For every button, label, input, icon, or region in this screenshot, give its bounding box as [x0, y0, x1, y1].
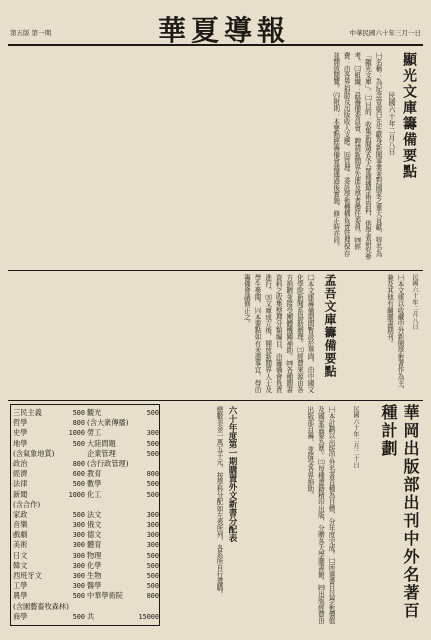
amount-cell: 500: [146, 561, 159, 570]
amount-cell: 300: [146, 541, 159, 550]
subject-cell: 化學: [87, 560, 102, 570]
table-column-right: [87, 408, 159, 622]
article-date: 民國六十年二月八日: [411, 274, 418, 330]
amount-cell: 300: [146, 429, 159, 438]
article-body-intro: ㈠本文庫以收藏中外新聞學術著作為主，兼及其他有關圖書期刊。: [385, 274, 404, 393]
subject-cell: 企業管理: [87, 448, 116, 458]
publication-date: 中華民國六十年三月一日: [349, 29, 421, 37]
amount-cell: 500: [72, 409, 85, 417]
subject-cell: 戲劇: [13, 530, 28, 540]
article-huagang-publishing: [8, 402, 423, 632]
table-row: [13, 561, 85, 571]
subject-cell: 中華學術院: [87, 591, 123, 601]
amount-cell: 500: [72, 510, 85, 519]
amount-cell: 500: [72, 612, 85, 621]
amount-cell: 300: [146, 510, 159, 519]
subject-cell: 數學: [87, 479, 102, 489]
amount-cell: 800: [72, 459, 85, 468]
subject-cell: 體育: [87, 540, 102, 550]
amount-cell: 300: [72, 582, 85, 591]
amount-cell: 500: [146, 449, 159, 458]
amount-cell: 300: [72, 531, 85, 540]
subject-cell: 觀光: [87, 408, 102, 417]
table-row: [87, 540, 159, 550]
subject-cell: (含大衆傳播): [87, 418, 129, 428]
table-row: [87, 449, 159, 459]
table-row: [87, 418, 159, 428]
subject-cell: 西班牙文: [13, 571, 42, 580]
table-row: [13, 428, 85, 438]
table-row: [13, 449, 85, 459]
table-row: [87, 612, 159, 622]
table-row: [87, 439, 159, 449]
table-row: [87, 561, 159, 571]
subject-cell: 韓文: [13, 560, 28, 570]
table-row: [87, 500, 159, 510]
amount-cell: 1000: [68, 429, 85, 438]
amount-cell: 300: [146, 521, 159, 530]
subject-cell: 經濟: [13, 469, 28, 479]
article-body: ㈠名稱：為紀念曾虛白先生獻身新聞事業並對國家之重大貢獻，特名為「顯光文庫」。㈡目的：收集新聞學及大眾傳播學術資料，供學者研究參考。㈢組織：設籌備委員會，聘請新聞界先進及學者擔任委員。㈣經費：由各界捐助及出版收入支應。㈤管理：委託學術機構負責管理保存並開放閱覽。㈥附則：本要點經籌備會議通過後實施，修正時亦同。: [331, 52, 382, 260]
table-row: [13, 439, 85, 449]
amount-cell: 300: [72, 551, 85, 560]
subject-cell: 醫學: [87, 581, 102, 591]
budget-note: 總數美金一萬五千元，按學科分配如左表所列，各系所自行選購。: [215, 406, 223, 598]
table-row: [87, 469, 159, 479]
amount-cell: 500: [146, 439, 159, 448]
table-row: [87, 581, 159, 591]
page-issue-info: [10, 28, 51, 37]
article-date: 民國六十年二月八日: [388, 92, 396, 155]
subject-cell: 音樂: [13, 520, 28, 530]
subject-cell: 化工: [87, 489, 102, 499]
amount-cell: 800: [146, 592, 159, 601]
amount-cell: 300: [146, 531, 159, 540]
table-row: [87, 510, 159, 520]
subject-cell: 大陸問題: [87, 438, 116, 448]
article-title: 華岡出版部出刊中外名著百種計劃: [379, 404, 420, 620]
subject-cell: 德文: [87, 530, 102, 540]
table-row: [87, 591, 159, 601]
subject-cell: 工學: [13, 581, 28, 591]
amount-cell: 300: [72, 541, 85, 550]
table-row: [13, 479, 85, 489]
article-date: 民國六十年二月二十日: [352, 406, 359, 468]
table-row: [13, 602, 85, 612]
table-row: [87, 459, 159, 469]
budget-table-title: 六十年度第一期購置外文新書分配表: [227, 406, 237, 542]
article-mengwu-library: [8, 272, 423, 401]
subject-cell: 史學: [13, 428, 28, 438]
article-body: ㈡本文庫籌備期間暫設於華岡，由中國文化學院新聞系協助辦理。㈢經費來源由各方捐贈並接受團體機關補助。㈣各種圖書資料之收集整理分類編目，由籌備會負責進行。㈤文庫成立後，開放新聞界人士及學生參閱。㈥本要點如有未盡事宜，得由籌備會議修正之。: [242, 274, 314, 393]
amount-cell: 800: [72, 419, 85, 428]
article-title: 顯光文庫籌備要點: [401, 52, 417, 180]
amount-cell: 500: [72, 592, 85, 601]
table-row: [87, 571, 159, 581]
table-row: [13, 500, 85, 510]
subject-cell: 美術: [13, 540, 28, 550]
table-row: [87, 520, 159, 530]
table-row: [13, 591, 85, 601]
table-row: [87, 530, 159, 540]
subject-cell: 商學: [13, 611, 28, 621]
article-title: 孟吾文庫籌備要點: [323, 274, 337, 378]
page-number: 第五版: [10, 29, 30, 37]
table-row: [13, 520, 85, 530]
subject-cell: (含氣象地質): [13, 448, 55, 458]
subject-cell: 法律: [13, 479, 28, 489]
subject-cell: 共: [87, 611, 95, 621]
table-row: [87, 551, 159, 561]
article-xianguang-library: [8, 48, 423, 271]
subject-cell: 日文: [13, 550, 28, 560]
amount-cell: 300: [72, 521, 85, 530]
table-row: [13, 530, 85, 540]
amount-cell: 1000: [68, 490, 85, 499]
amount-cell: 300: [72, 561, 85, 570]
subject-cell: 家政: [13, 509, 28, 519]
subject-cell: 農學: [13, 591, 28, 601]
amount-cell: 800: [146, 470, 159, 479]
table-row: [13, 459, 85, 469]
subject-cell: 物理: [87, 550, 102, 560]
amount-cell: 500: [146, 409, 159, 417]
subject-cell: 政治: [13, 458, 28, 468]
table-row: [13, 571, 85, 581]
table-column-left: [13, 408, 85, 622]
subject-cell: (含合作): [13, 499, 41, 509]
table-row: [87, 490, 159, 500]
amount-cell: 500: [146, 551, 159, 560]
table-row: [13, 490, 85, 500]
subject-cell: 哲學: [13, 418, 28, 428]
subject-cell: (含行政管理): [87, 458, 129, 468]
newspaper-title: 華夏導報: [158, 14, 291, 47]
subject-cell: 俄文: [87, 520, 102, 530]
article-body: ㈠本計劃以出版中外名著百種為目標，分年度完成。㈡所選書目以學術價值及國家需要為準。㈢每種書籍精印出版，分贈各大學圖書館。㈣出版經費由出版部自籌，並接受各界捐助。: [305, 406, 335, 624]
amount-cell: 500: [146, 582, 159, 591]
subject-cell: (含園藝畜牧森林): [13, 601, 69, 611]
subject-cell: 生物: [87, 571, 102, 580]
amount-cell: 500: [146, 490, 159, 499]
subject-cell: 教育: [87, 469, 102, 479]
table-row: [13, 540, 85, 550]
table-row: [87, 428, 159, 438]
subject-cell: 法文: [87, 509, 102, 519]
subject-cell: 三民主義: [13, 408, 42, 417]
subject-cell: 勞工: [87, 428, 102, 438]
amount-cell: 500: [72, 439, 85, 448]
table-row: [13, 612, 85, 622]
table-row: [13, 551, 85, 561]
subject-cell: 新聞: [13, 489, 28, 499]
subject-cell: 地學: [13, 438, 28, 448]
amount-cell: 500: [146, 480, 159, 489]
table-row: [87, 408, 159, 418]
table-row: [13, 581, 85, 591]
amount-cell: 600: [72, 470, 85, 479]
amount-cell: 15000: [138, 612, 159, 621]
amount-cell: 300: [72, 572, 85, 580]
table-row: [87, 602, 159, 612]
table-row: [87, 479, 159, 489]
table-row: [13, 408, 85, 418]
issue-number: 第一期: [31, 29, 52, 37]
budget-allocation-table: [10, 404, 160, 626]
masthead: [8, 8, 423, 46]
amount-cell: 500: [146, 572, 159, 580]
table-row: [13, 469, 85, 479]
table-row: [13, 510, 85, 520]
amount-cell: 500: [72, 480, 85, 489]
table-row: [13, 418, 85, 428]
